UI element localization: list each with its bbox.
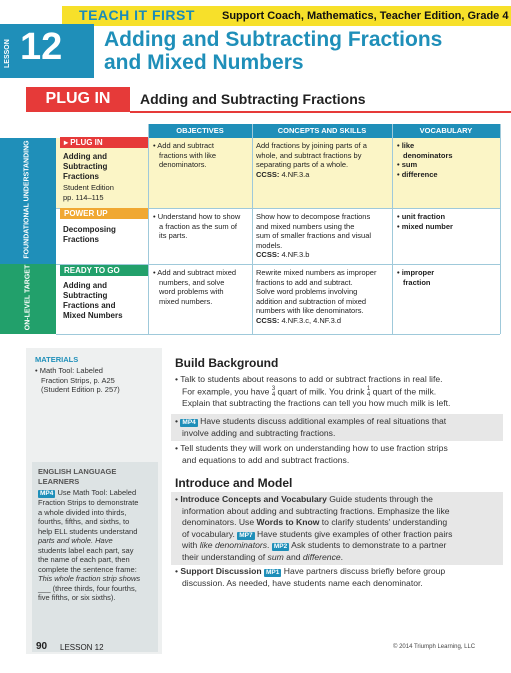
- cell-line: whole, and subtract fractions by: [256, 150, 362, 160]
- ell-heading: [38, 467, 148, 486]
- plug-in-label: PLUG IN: [45, 90, 111, 107]
- fraction-one-fourth: [367, 386, 370, 398]
- body-italic: sum: [267, 551, 284, 562]
- lesson-label: LESSON: [4, 39, 11, 68]
- vocab-item: • like: [397, 141, 415, 150]
- cell-line: a fraction as the sum of: [159, 221, 237, 231]
- body-text: denominators. Use: [182, 517, 255, 527]
- row-tag-power-up: POWER UP: [60, 208, 148, 219]
- page-number: 90: [36, 641, 48, 652]
- body-line: • Tell students they will work on understanding how to use fraction strips: [175, 443, 448, 453]
- objectives-power-up: [153, 212, 240, 241]
- body-text: of vocabulary.: [182, 528, 235, 539]
- concepts-ready-to-go: [256, 268, 376, 325]
- introduce-model-item-2: • Support Discussion MP1 Have partners discuss briefly before group discussion. As needed, have students name each denominator.: [175, 566, 500, 589]
- body-bold: Support Discussion: [180, 566, 262, 576]
- ell-line: five fifths, or six sixths).: [38, 593, 116, 602]
- column-header-objectives: OBJECTIVES: [148, 124, 252, 138]
- cell-line: Add fractions by joining parts of a: [256, 141, 367, 150]
- materials-line: • Math Tool: Labeled: [35, 366, 103, 375]
- cell-line: and mixed numbers using the: [256, 221, 355, 231]
- objectives-plug-in: [153, 141, 216, 170]
- footer-lesson: LESSON 12: [60, 643, 104, 652]
- plug-in-rule: [130, 111, 511, 113]
- side-label-foundational: FOUNDATIONAL UNDERSTANDING: [23, 140, 31, 259]
- cell-line: fractions with like: [159, 150, 217, 160]
- lesson-title-line-2: and Mixed Numbers: [104, 51, 304, 74]
- mp4-badge: MP4: [40, 490, 54, 497]
- body-text: their understanding of: [182, 551, 266, 562]
- body-line: • Talk to students about reasons to add or subtract fractions in real life.: [175, 374, 443, 384]
- cell-line: its parts.: [159, 231, 188, 240]
- lesson-number: 12: [20, 26, 63, 68]
- ccss-code: 4.NF.3.c, 4.NF.3.d: [281, 315, 342, 325]
- cell-line: mixed numbers.: [159, 296, 213, 306]
- body-text: Ask students to demonstrate to a partner: [291, 540, 447, 550]
- cell-line: Solve word problems involving: [256, 287, 358, 296]
- column-header-concepts: CONCEPTS AND SKILLS: [252, 124, 392, 138]
- divider: [148, 124, 149, 334]
- ell-heading-line: ENGLISH LANGUAGE: [38, 467, 117, 476]
- cell-line: denominators.: [159, 160, 207, 169]
- body-line: discussion. As needed, have students name each denominator.: [182, 577, 423, 588]
- objectives-ready-to-go: [153, 268, 236, 306]
- cell-line: • Add and subtract: [153, 141, 214, 150]
- body-text: .: [340, 551, 344, 562]
- ell-heading-line: LEARNERS: [38, 476, 80, 486]
- ell-line: Fraction Strips to demonstrate: [38, 498, 139, 507]
- introduce-model-heading: Introduce and Model: [175, 476, 293, 490]
- cell-line: • Add and subtract mixed: [153, 268, 237, 277]
- mp1-badge: MP1: [265, 569, 280, 576]
- numerator: 1: [366, 385, 371, 392]
- vocab-item: fraction: [403, 277, 431, 287]
- row-title-plug-in: [63, 152, 107, 182]
- row-title-ready-to-go: [63, 281, 123, 321]
- plug-in-subtitle: Adding and Subtracting Fractions: [140, 91, 366, 107]
- body-bold: Introduce Concepts and Vocabulary: [180, 494, 327, 504]
- row-title-line: Decomposing: [63, 225, 116, 234]
- denominator: 4: [271, 391, 276, 398]
- column-header-vocabulary: VOCABULARY: [392, 124, 500, 138]
- vocab-item: • improper: [397, 268, 435, 277]
- body-italic: difference: [302, 551, 341, 562]
- body-line: information about adding and subtracting fractions. Emphasize the like: [182, 505, 450, 516]
- body-text: Have students discuss additional examples of real situations that: [200, 416, 447, 426]
- row-title-line: Subtracting: [63, 162, 108, 171]
- vocab-item: denominators: [403, 150, 453, 160]
- ccss-label: CCSS:: [256, 315, 280, 325]
- lesson-title-line-1: Adding and Subtracting Fractions: [104, 28, 443, 51]
- body-line: involve adding and subtracting fractions.: [182, 427, 336, 438]
- body-text: Have partners discuss briefly before group: [283, 566, 446, 576]
- student-edition-ref: [63, 183, 114, 202]
- cell-line: word problems with: [159, 287, 224, 296]
- body-text: to clarify students' understanding: [321, 517, 448, 527]
- body-text: with: [182, 540, 198, 550]
- vocab-item: • unit fraction: [397, 212, 446, 221]
- body-text: quart of the milk.: [372, 385, 437, 396]
- row-tag-ready-to-go: READY TO GO: [60, 265, 148, 276]
- divider: [500, 124, 501, 334]
- mp4-badge: MP4: [182, 419, 196, 426]
- vocabulary-plug-in: [397, 141, 453, 179]
- row-title-line: Fractions: [63, 172, 100, 181]
- body-text: For example, you have: [182, 385, 270, 396]
- row-title-line: Adding and: [63, 152, 107, 161]
- vocabulary-ready-to-go: [397, 268, 434, 287]
- body-text: and: [286, 551, 301, 562]
- body-line: and equations to add and subtract fractions.: [182, 454, 350, 465]
- materials-list: [35, 366, 155, 395]
- divider: [252, 124, 253, 334]
- body-line: Explain that subtracting the fractions can tell you how much milk is left.: [182, 397, 451, 408]
- denominator: 4: [366, 391, 371, 398]
- ell-body: [38, 488, 154, 603]
- lesson-title: [104, 28, 484, 74]
- numerator: 3: [271, 385, 276, 392]
- body-text: Guide students through the: [329, 494, 433, 504]
- ell-line: fourths, fifths, and sixths, to: [38, 517, 130, 526]
- body-bold: Words to Know: [256, 517, 320, 527]
- vocab-item: • mixed number: [397, 221, 453, 231]
- ccss-label: CCSS:: [256, 250, 280, 259]
- concepts-plug-in: [256, 141, 367, 179]
- ell-line: help ELL students understand: [38, 526, 138, 536]
- ccss-code: 4.NF.3.b: [281, 250, 310, 259]
- ref-line: Student Edition: [63, 183, 114, 192]
- ccss-label: CCSS:: [256, 169, 280, 179]
- build-background-item-2: • MP4 Have students discuss additional examples of real situations that involve adding and subtracting fractions.: [171, 414, 503, 441]
- row-title-line: Subtracting: [63, 291, 108, 300]
- cell-line: numbers, and solve: [159, 277, 225, 287]
- cell-line: sum of smaller fractions and visual: [256, 231, 372, 240]
- ell-line: Use Math Tool: Labeled: [57, 488, 137, 497]
- build-background-heading: Build Background: [175, 356, 279, 370]
- row-tag-plug-in: ▸ PLUG IN: [60, 137, 148, 148]
- mp2-badge: MP2: [273, 543, 288, 550]
- cell-line: Show how to decompose fractions: [256, 212, 371, 221]
- row-title-line: Mixed Numbers: [63, 311, 123, 320]
- vocabulary-power-up: [397, 212, 453, 231]
- ell-line: the name of each part, then: [38, 555, 130, 564]
- teach-it-first-label: TEACH IT FIRST: [79, 7, 195, 23]
- ell-line: a whole divided into thirds,: [38, 507, 127, 517]
- ell-line: ___ (three thirds, four fourths,: [38, 583, 137, 593]
- build-background-item-1: [175, 374, 500, 409]
- row-title-line: Fractions: [63, 235, 100, 244]
- vocab-item: • difference: [397, 169, 438, 179]
- ell-line: parts and whole. Have: [38, 536, 113, 545]
- side-label-on-level: ON-LEVEL TARGET: [24, 264, 32, 331]
- materials-heading: MATERIALS: [35, 355, 79, 364]
- ell-line: students label each part, say: [38, 545, 134, 555]
- ell-line: This whole fraction strip shows: [38, 574, 141, 583]
- book-title: Support Coach, Mathematics, Teacher Edition, Grade 4: [222, 10, 509, 22]
- ell-line: complete the sentence frame:: [38, 564, 137, 574]
- vocab-item: • sum: [397, 160, 418, 169]
- cell-line: models.: [256, 240, 283, 250]
- materials-line: Fraction Strips, p. A25: [41, 375, 115, 385]
- cell-line: separating parts of a whole.: [256, 160, 349, 169]
- row-title-line: Adding and: [63, 281, 107, 290]
- mp7-badge: MP7: [239, 531, 253, 539]
- divider: [392, 124, 393, 334]
- cell-line: numbers with like denominators.: [256, 306, 364, 315]
- body-text: quart of milk. You drink: [277, 385, 365, 396]
- introduce-model-item-1: • Introduce Concepts and Vocabulary Guide students through the information about adding and subtracting fractions. Emphasize the like denominators. Use Words to Know to clarify students' understanding of vocabulary. MP7 Have students give examples of other fraction pairs with like denominators. MP2 Ask students to demonstrate to a partner their understanding of sum and difference.: [171, 492, 503, 565]
- ref-line: pp. 114–115: [63, 192, 104, 202]
- cell-line: addition and subtraction of mixed: [256, 296, 367, 306]
- materials-line: (Student Edition p. 257): [41, 385, 120, 394]
- ccss-code: 4.NF.3.a: [281, 169, 310, 179]
- copyright: © 2014 Triumph Learning, LLC: [393, 644, 476, 650]
- cell-line: fractions to add and subtract.: [256, 277, 353, 287]
- divider: [56, 334, 500, 335]
- row-title-power-up: [63, 225, 116, 245]
- cell-line: Rewrite mixed numbers as improper: [256, 268, 377, 277]
- body-text: .: [267, 540, 270, 550]
- body-text: Have students give examples of other fraction pairs: [257, 528, 453, 539]
- concepts-power-up: [256, 212, 371, 260]
- fraction-three-fourths: [272, 386, 275, 398]
- body-italic: like denominators: [199, 540, 268, 550]
- build-background-item-3: [175, 443, 500, 466]
- cell-line: • Understand how to show: [153, 212, 241, 221]
- row-title-line: Fractions and: [63, 301, 116, 310]
